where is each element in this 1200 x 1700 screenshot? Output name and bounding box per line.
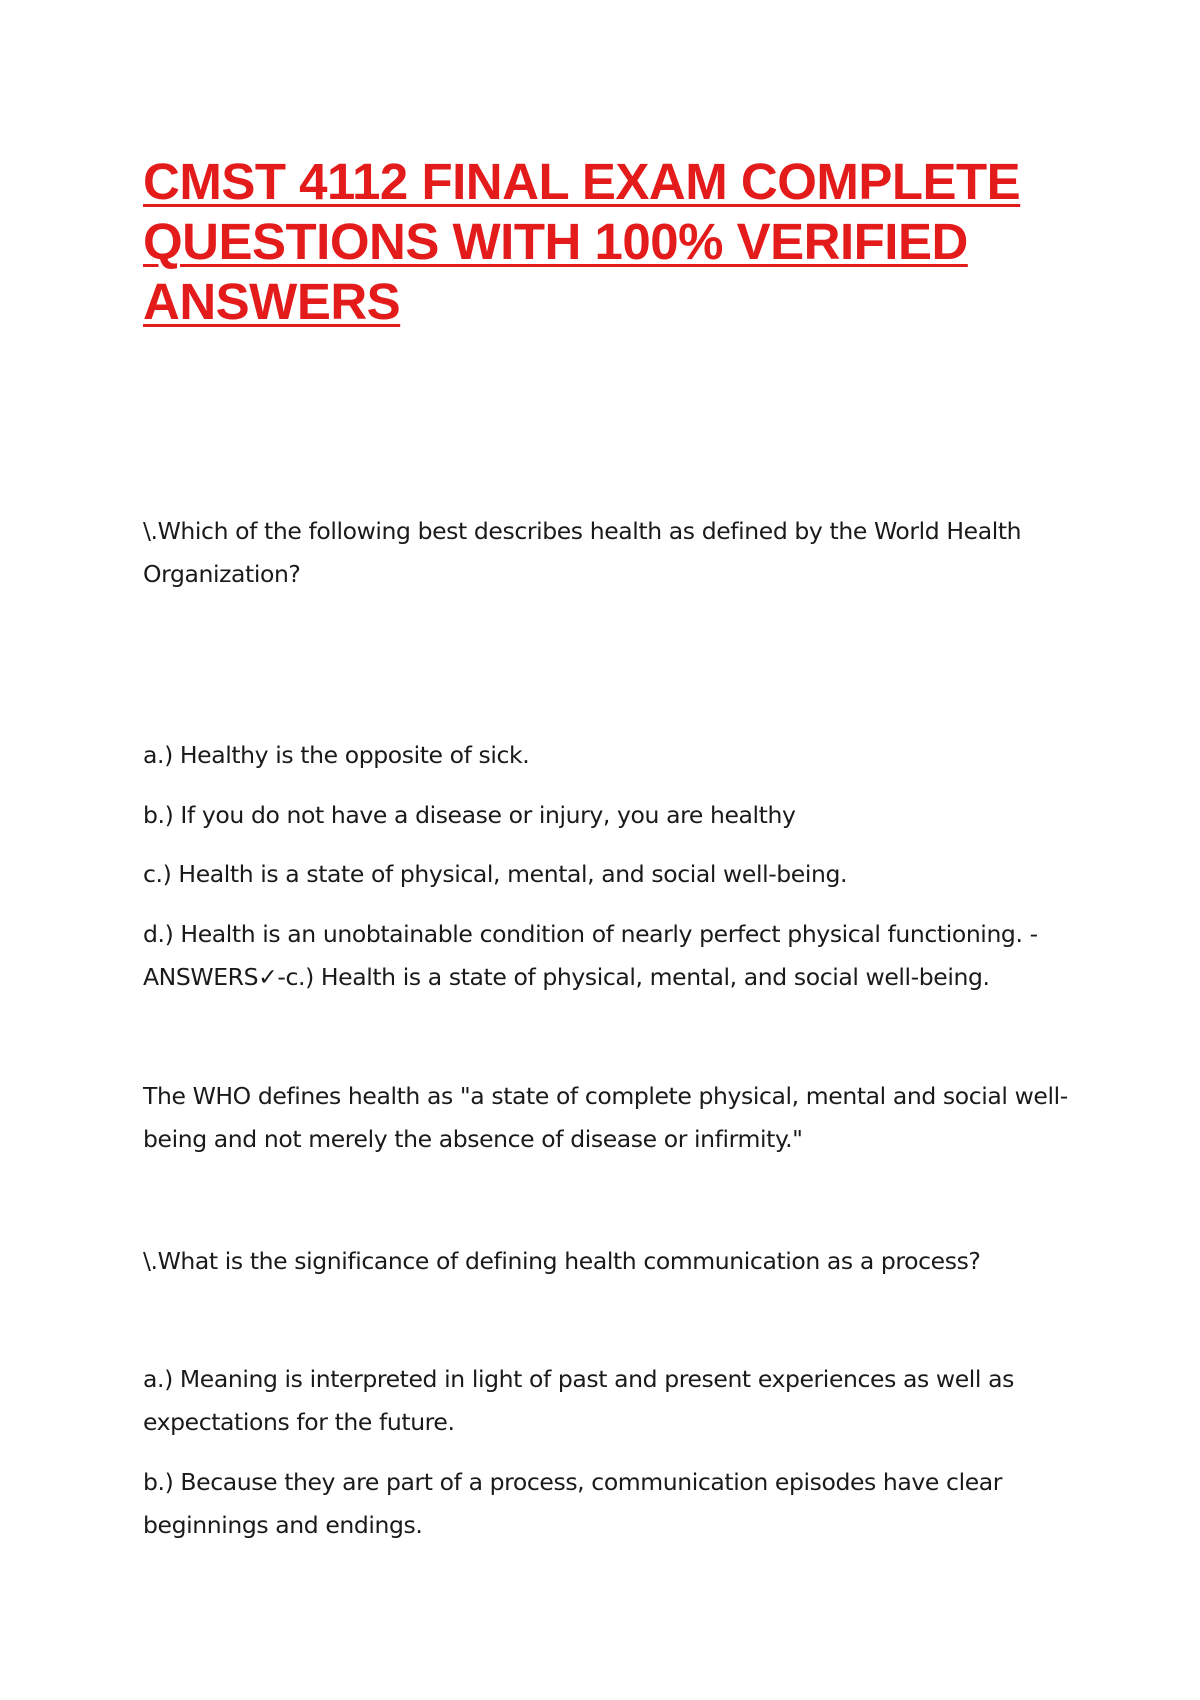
question-1-option-d: d.) Health is an unobtainable condition of nearly perfect physical functioning. - <box>143 920 1038 948</box>
title-line-2: QUESTIONS WITH 100% VERIFIED <box>143 213 968 270</box>
question-1-line-1: \.Which of the following best describes health as defined by the World Health <box>143 517 1022 545</box>
answer-label: ANSWERS <box>143 963 259 991</box>
question-1-option-c: c.) Health is a state of physical, mental, and social well-being. <box>143 860 848 888</box>
question-1-answer <box>143 956 1038 999</box>
title-line-3: ANSWERS <box>143 273 401 330</box>
explanation-line-1: The WHO defines health as "a state of complete physical, mental and social well- <box>143 1082 1068 1110</box>
question-1-text <box>143 510 1021 596</box>
question-2-option-a-line-1: a.) Meaning is interpreted in light of past and present experiences as well as <box>143 1365 1014 1393</box>
question-1-option-b: b.) If you do not have a disease or injury, you are healthy <box>143 801 796 829</box>
title-line-1: CMST 4112 FINAL EXAM COMPLETE <box>143 153 1021 210</box>
checkmark-icon: ✓ <box>258 963 278 991</box>
answer-text: -c.) Health is a state of physical, mental, and social well-being. <box>277 963 990 991</box>
question-1-option-d-with-answer <box>143 913 1038 999</box>
question-2-option-b-line-2: beginnings and endings. <box>143 1511 423 1539</box>
document-title <box>143 152 1023 332</box>
question-2-option-b-line-1: b.) Because they are part of a process, communication episodes have clear <box>143 1468 1003 1496</box>
question-2-option-a <box>143 1358 1014 1444</box>
question-2-option-a-line-2: expectations for the future. <box>143 1408 455 1436</box>
question-1-option-a: a.) Healthy is the opposite of sick. <box>143 741 530 769</box>
question-2-text: \.What is the significance of defining health communication as a process? <box>143 1247 981 1275</box>
explanation-line-2: being and not merely the absence of disease or infirmity." <box>143 1125 803 1153</box>
question-1-line-2: Organization? <box>143 560 301 588</box>
question-2-option-b <box>143 1461 1002 1547</box>
question-1-explanation <box>143 1075 1068 1161</box>
